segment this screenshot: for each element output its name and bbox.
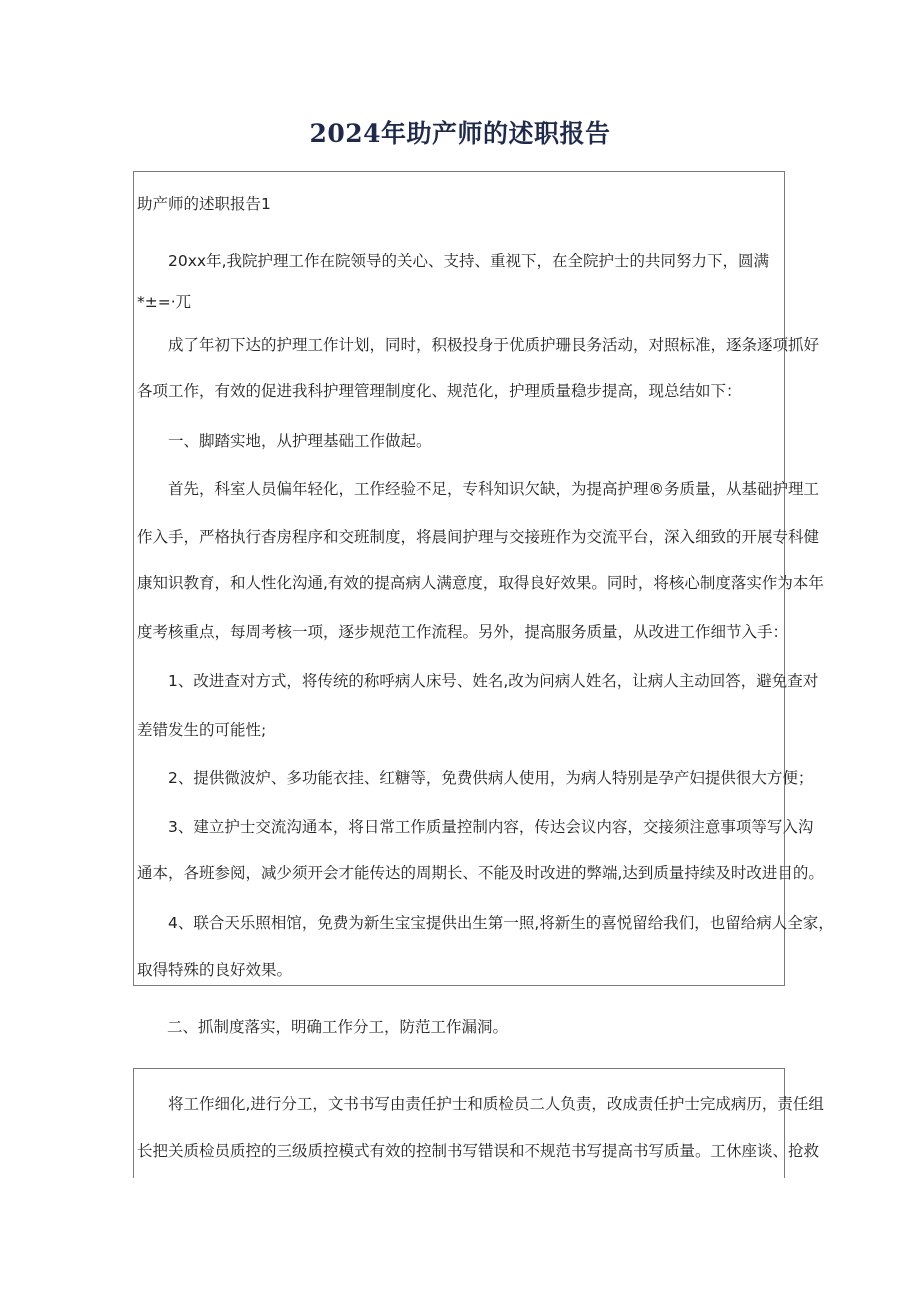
paragraph-line: 首先，科室人员偏年轻化，工作经验不足，专科知识欠缺，为提高护理®务质量，从基础护理工: [168, 480, 820, 498]
paragraph-line: 将工作细化,进行分工，文书书写由责任护士和质检员二人负责，改成责任护士完成病历，责任组: [168, 1095, 824, 1113]
list-item: 通本，各班参阅，减少须开会才能传达的周期长、不能及时改进的弊端,达到质量持续及时改进目的。: [137, 864, 824, 882]
paragraph-line: 20xx年,我院护理工作在院领导的关心、支持、重视下，在全院护士的共同努力下，圆满: [168, 252, 769, 270]
list-item: 差错发生的可能性;: [137, 721, 267, 739]
content-box-2: [133, 1068, 824, 1178]
paragraph-line: 度考核重点，每周考核一项，逐步规范工作流程。另外，提高服务质量，从改进工作细节入手：: [137, 623, 789, 641]
paragraph-line: *±=·兀: [137, 293, 192, 311]
list-item: 3、建立护士交流沟通本，将日常工作质量控制内容，传达会议内容，交接须注意事项等写入沟: [168, 818, 814, 836]
section-heading: 一、脚踏实地，从护理基础工作做起。: [168, 432, 432, 450]
list-item: 取得特殊的良好效果。: [137, 961, 293, 979]
paragraph-line: 康知识教育，和人性化沟通,有效的提高病人满意度，取得良好效果。同时，将核心制度落实作为本年: [137, 574, 824, 592]
list-item: 1、改进查对方式，将传统的称呼病人床号、姓名,改为问病人姓名，让病人主动回答，避免查对: [168, 672, 819, 690]
paragraph-line: 作入手，严格执行杳房程序和交班制度，将晨间护理与交接班作为交流平台，深入细致的开展专科健: [137, 528, 820, 546]
paragraph-line: 各项工作，有效的促进我科护理管理制度化、规范化，护理质量稳步提高，现总结如下：: [137, 382, 742, 400]
list-item: 2、提供微波炉、多功能衣挂、红糖等，免费供病人使用，为病人特别是孕产妇提供很大方便；: [168, 769, 814, 787]
paragraph-line: 成了年初下达的护理工作计划，同时，积极投身于优质护珊艮务活动，对照标准，逐条逐项抓好: [168, 336, 820, 354]
report-subtitle: 助产师的述职报告1: [137, 195, 271, 213]
document-title: 2024年助产师的述职报告: [309, 119, 611, 148]
content-box-1: [133, 171, 834, 986]
section-heading: 二、抓制度落实，明确工作分工，防范工作漏洞。: [167, 1018, 509, 1036]
paragraph-line: 长把关质检员质控的三级质控模式有效的控制书写错误和不规范书写提高书写质量。工休座谈、抢救: [137, 1142, 820, 1160]
list-item: 4、联合天乐照相馆，免费为新生宝宝提供出生第一照,将新生的喜悦留给我们，也留给病人全家，: [168, 914, 834, 932]
